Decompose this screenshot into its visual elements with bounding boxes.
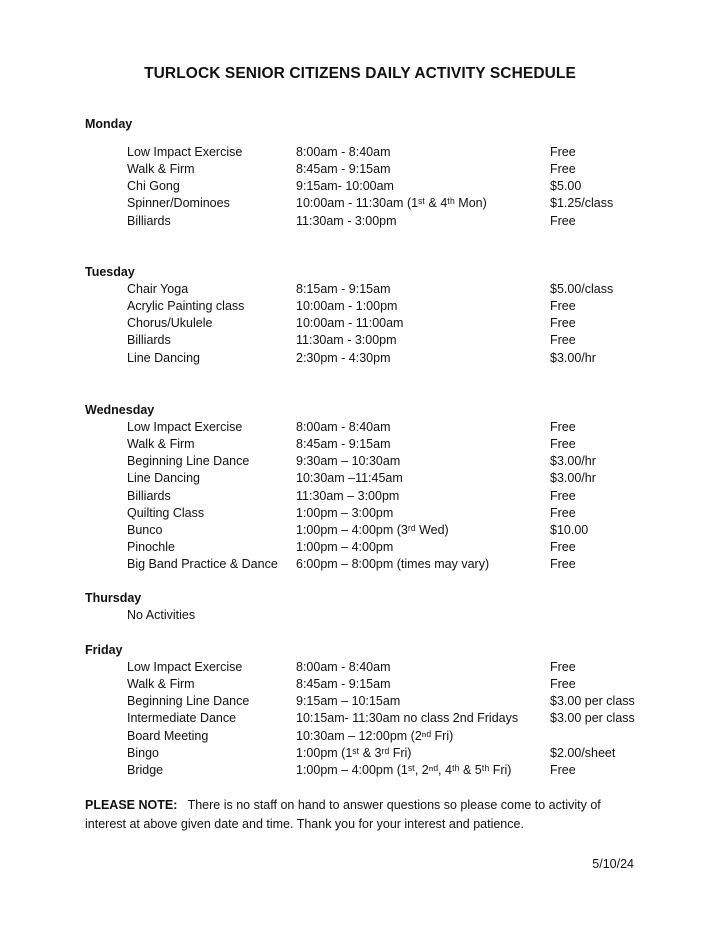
activity-time: 9:15am- 10:00am	[296, 179, 394, 194]
activity-time: 8:00am - 8:40am	[296, 660, 391, 674]
activity-name: Bingo	[127, 745, 159, 760]
activity-list	[85, 144, 645, 230]
activity-row	[85, 315, 645, 332]
activity-name: Big Band Practice & Dance	[127, 557, 278, 572]
activity-row	[85, 728, 645, 745]
day-heading: Monday	[85, 117, 133, 131]
activity-row	[85, 281, 645, 298]
activity-row	[85, 745, 645, 762]
activity-row	[85, 522, 645, 539]
activity-row	[85, 332, 645, 349]
activity-row	[85, 693, 645, 710]
activity-price: $5.00/class	[550, 282, 614, 296]
activity-time: 6:00pm – 8:00pm (times may vary)	[296, 557, 490, 572]
activity-row	[85, 453, 645, 470]
activity-name: Walk & Firm	[127, 437, 195, 452]
activity-row	[85, 213, 645, 230]
activity-name: Pinochle	[127, 539, 175, 554]
activity-time: 10:30am – 12:00pm (2ⁿᵈ Fri)	[296, 728, 454, 743]
activity-row	[85, 178, 645, 195]
activity-row	[85, 505, 645, 522]
activity-name: Line Dancing	[127, 350, 200, 365]
activity-list	[85, 607, 645, 624]
activity-row	[85, 350, 645, 367]
activity-name: Low Impact Exercise	[127, 420, 243, 434]
activity-name: Billiards	[127, 488, 171, 503]
activity-name: Intermediate Dance	[127, 711, 237, 726]
activity-row	[85, 144, 645, 161]
activity-time: 1:00pm (1ˢᵗ & 3ʳᵈ Fri)	[296, 745, 412, 760]
activity-name: Billiards	[127, 333, 171, 348]
activity-price: Free	[550, 557, 576, 572]
activity-time: 1:00pm – 4:00pm (3ʳᵈ Wed)	[296, 522, 449, 537]
activity-price: $3.00 per class	[550, 711, 635, 726]
activity-name: Walk & Firm	[127, 162, 195, 177]
activity-row	[85, 161, 645, 178]
activity-list	[85, 419, 645, 573]
activity-name: No Activities	[127, 608, 196, 622]
activity-row	[85, 470, 645, 487]
activity-row	[85, 762, 645, 779]
activity-price: $2.00/sheet	[550, 745, 616, 760]
activity-price: Free	[550, 333, 576, 348]
activity-price: Free	[550, 162, 576, 177]
activity-price: $10.00	[550, 522, 589, 537]
activity-price: $1.25/class	[550, 196, 614, 211]
day-heading: Tuesday	[85, 265, 135, 279]
activity-price: Free	[550, 505, 576, 520]
activity-time: 10:00am - 1:00pm	[296, 299, 398, 314]
activity-time: 8:00am - 8:40am	[296, 145, 391, 159]
activity-name: Walk & Firm	[127, 677, 195, 692]
activity-price: $5.00	[550, 179, 582, 194]
activity-row	[85, 488, 645, 505]
day-heading: Wednesday	[85, 403, 155, 417]
activity-name: Bridge	[127, 762, 164, 777]
activity-price: Free	[550, 316, 576, 331]
day-section-tuesday	[85, 264, 645, 367]
activity-row	[85, 710, 645, 727]
activity-name: Chorus/Ukulele	[127, 316, 213, 331]
activity-price: Free	[550, 299, 576, 314]
activity-row	[85, 539, 645, 556]
activity-price: Free	[550, 145, 576, 159]
activity-row	[85, 419, 645, 436]
activity-time: 10:00am - 11:00am	[296, 316, 404, 331]
activity-list	[85, 281, 645, 367]
activity-price: Free	[550, 762, 576, 777]
day-heading: Friday	[85, 643, 123, 657]
document-date: 5/10/24	[592, 857, 634, 871]
note-label: PLEASE NOTE:	[85, 798, 178, 812]
activity-time: 10:30am –11:45am	[296, 471, 403, 486]
activity-name: Beginning Line Dance	[127, 454, 250, 469]
activity-time: 2:30pm - 4:30pm	[296, 350, 391, 365]
day-section-wednesday	[85, 402, 645, 573]
activity-list	[85, 659, 645, 779]
activity-time: 11:30am - 3:00pm	[296, 333, 397, 348]
activity-time: 8:45am - 9:15am	[296, 437, 391, 452]
activity-row	[85, 556, 645, 573]
activity-time: 1:00pm – 4:00pm	[296, 539, 394, 554]
page-title: TURLOCK SENIOR CITIZENS DAILY ACTIVITY SCHEDULE	[144, 65, 576, 82]
activity-name: Line Dancing	[127, 471, 200, 486]
activity-name: Low Impact Exercise	[127, 145, 243, 159]
activity-price: Free	[550, 437, 576, 452]
activity-row	[85, 195, 645, 212]
activity-name: Beginning Line Dance	[127, 694, 250, 709]
activity-row	[85, 659, 645, 676]
activity-price: $3.00/hr	[550, 454, 596, 469]
day-section-friday	[85, 642, 645, 779]
activity-name: Spinner/Dominoes	[127, 196, 230, 211]
activity-time: 8:45am - 9:15am	[296, 162, 391, 177]
activity-price: $3.00 per class	[550, 694, 635, 709]
activity-time: 9:15am – 10:15am	[296, 694, 401, 709]
activity-row	[85, 298, 645, 315]
activity-time: 1:00pm – 3:00pm	[296, 505, 394, 520]
please-note	[85, 796, 645, 834]
note-text: There is no staff on hand to answer questions so please come to activity of interest at above given date and time. Thank you for your interest and patience.	[85, 798, 601, 831]
activity-row	[85, 436, 645, 453]
activity-name: Chi Gong	[127, 179, 180, 194]
activity-row	[85, 607, 645, 624]
activity-time: 8:45am - 9:15am	[296, 677, 391, 692]
activity-price: Free	[550, 488, 576, 503]
activity-name: Low Impact Exercise	[127, 660, 243, 674]
activity-price: Free	[550, 677, 576, 692]
activity-time: 8:15am - 9:15am	[296, 282, 391, 296]
activity-name: Bunco	[127, 522, 163, 537]
activity-name: Billiards	[127, 213, 171, 228]
activity-time: 11:30am - 3:00pm	[296, 213, 397, 228]
activity-time: 9:30am – 10:30am	[296, 454, 401, 469]
activity-name: Chair Yoga	[127, 282, 189, 296]
day-section-thursday	[85, 590, 645, 624]
activity-price: Free	[550, 539, 576, 554]
activity-price: Free	[550, 213, 576, 228]
day-section-monday	[85, 116, 645, 230]
activity-price: Free	[550, 660, 576, 674]
activity-time: 10:15am- 11:30am no class 2nd Fridays	[296, 711, 519, 726]
activity-price: $3.00/hr	[550, 471, 596, 486]
activity-name: Quilting Class	[127, 505, 205, 520]
activity-price: $3.00/hr	[550, 350, 596, 365]
activity-name: Board Meeting	[127, 728, 209, 743]
day-heading: Thursday	[85, 591, 142, 605]
activity-time: 11:30am – 3:00pm	[296, 488, 400, 503]
activity-row	[85, 676, 645, 693]
activity-name: Acrylic Painting class	[127, 299, 245, 314]
activity-time: 10:00am - 11:30am (1ˢᵗ & 4ᵗʰ Mon)	[296, 196, 487, 211]
activity-price: Free	[550, 420, 576, 434]
activity-time: 8:00am - 8:40am	[296, 420, 391, 434]
activity-time: 1:00pm – 4:00pm (1ˢᵗ, 2ⁿᵈ, 4ᵗʰ & 5ᵗʰ Fri)	[296, 762, 512, 777]
